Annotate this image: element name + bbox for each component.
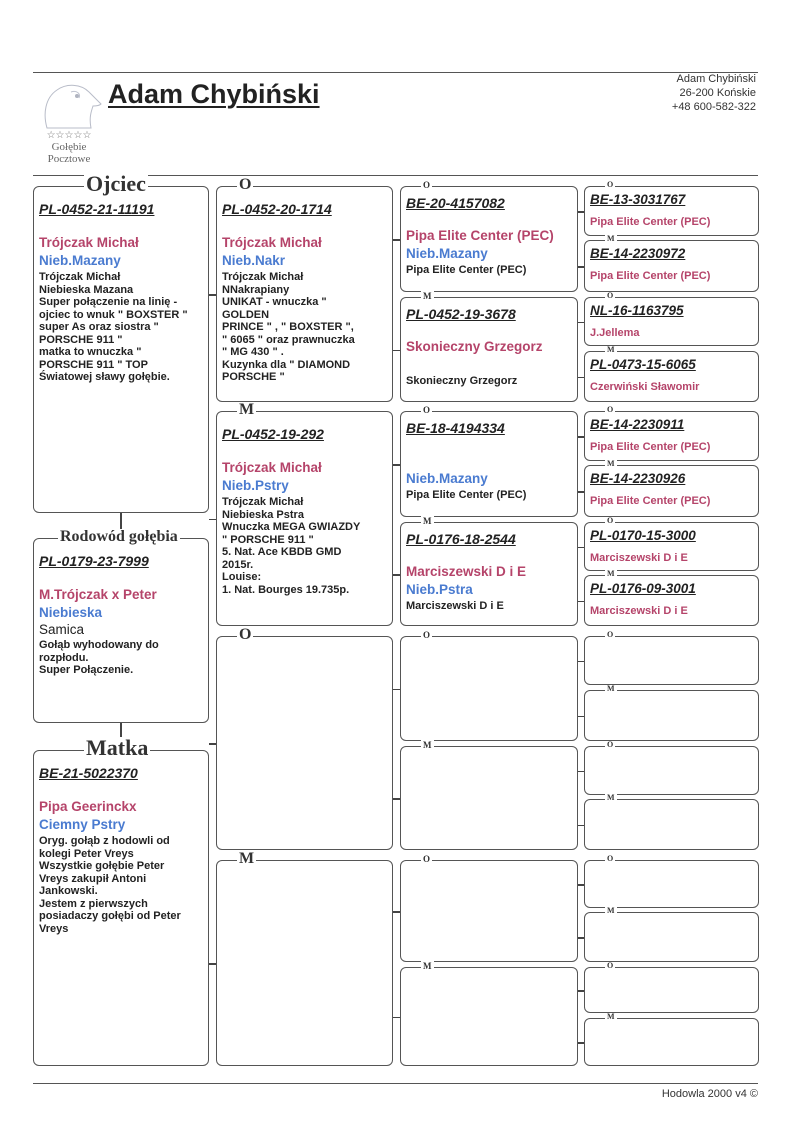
ring-number[interactable]: PL-0473-15-6065 [590,357,696,372]
pigeon-description [39,639,204,677]
gen4-legend: M [607,684,615,693]
gen4-card[interactable] [584,234,759,292]
description-line: PORSCHE 911 " [39,333,123,346]
gen3-content [406,755,573,824]
note: Marciszewski D i E [406,600,504,612]
gen4-card[interactable] [584,854,759,908]
ring-number[interactable] [590,642,754,659]
connector [393,239,400,241]
connector [578,661,584,663]
gen2-card[interactable] [216,626,393,850]
contact-block [672,72,756,114]
ring-number[interactable] [590,1024,754,1041]
ring-number[interactable] [590,973,754,990]
breeder-name [406,902,573,919]
description-line: kolegi Peter Vreys [39,847,134,860]
gen2-legend: M [239,850,255,867]
ring-number[interactable] [590,918,754,935]
ring-number[interactable]: BE-14-2230911 [590,417,685,432]
pigeon-card[interactable] [33,528,209,723]
gen3-content [406,195,573,277]
gen4-legend: M [607,569,615,578]
gen3-card[interactable] [400,740,578,850]
gen4-content [590,528,754,564]
gen4-content [590,1024,754,1048]
breeder-name: Marciszewski D i E [406,564,527,579]
connector [578,1042,584,1044]
breeder-name: Marciszewski D i E [590,552,688,564]
father-legend: Ojciec [86,171,146,196]
gen4-card[interactable] [584,961,759,1013]
gen3-legend: O [423,180,431,190]
pigeon-legend: Rodowód gołębia [60,528,178,545]
description-line: PORSCHE 911 " TOP [39,358,148,371]
gen4-legend: O [607,740,614,749]
mother-ring-number[interactable]: BE-21-5022370 [39,765,138,781]
page-title: Adam Chybiński [108,79,320,109]
ring-number[interactable]: PL-0452-19-292 [222,426,324,442]
gen4-legend: O [607,961,614,970]
description-line: rozpłodu. [39,651,89,664]
description-line: ojciec to wnuk " BOXSTER " [39,308,188,321]
pigeon-head-icon [33,78,105,130]
gen4-content [590,918,754,942]
gen4-card[interactable] [584,630,759,685]
description-line: Gołąb wyhodowany do [39,639,159,651]
description-line: 2015r. [222,558,254,571]
ring-number[interactable]: BE-14-2230972 [590,246,686,261]
description-line: Niebieska Mazana [39,283,134,296]
gen4-card[interactable] [584,569,759,626]
description-line: Louise: [222,571,262,583]
contact-name: Adam Chybiński [676,73,756,85]
ring-number[interactable] [590,866,754,883]
gen3-legend: O [423,630,431,640]
gen4-legend: O [607,291,614,300]
connector [209,294,216,296]
gen4-content [590,357,754,393]
logo [33,78,105,170]
description-line: Vreys zakupił Antoni [39,872,147,885]
gen4-content [590,581,754,617]
gen4-legend: M [607,345,615,354]
gen4-legend: M [607,234,615,243]
contact-phone: +48 600-582-322 [671,101,756,113]
breeder-name [406,453,573,470]
ring-number[interactable] [406,976,573,993]
description-line: Super połączenie na linię - [39,296,178,308]
gen4-card[interactable] [584,740,759,795]
gen4-content [590,866,754,890]
ring-number[interactable]: BE-20-4157082 [406,195,505,211]
logo-text-line2: Pocztowe [47,153,91,165]
gen4-legend: O [607,405,614,414]
description-line: " PORSCHE 911 " [222,533,314,546]
gen4-legend: M [607,459,615,468]
ring-number[interactable] [406,869,573,886]
gen4-card[interactable] [584,684,759,741]
description-line: GOLDEN [222,308,270,321]
connector [578,322,584,324]
connector [209,743,216,745]
connector [578,436,584,438]
gen4-content [590,417,754,453]
gen4-legend: O [607,630,614,639]
gen2-legend: M [239,401,255,418]
gen4-card[interactable] [584,906,759,962]
ring-number[interactable]: PL-0176-09-3001 [590,581,696,596]
top-rule [33,72,758,73]
logo-text-line1: Gołębie [51,141,87,153]
connector [578,211,584,213]
gen4-legend: O [607,180,614,189]
ring-number[interactable]: PL-0452-19-3678 [406,306,516,322]
gen3-content [406,531,573,613]
description-line: PORSCHE " [222,371,285,383]
father-color: Nieb.Mazany [39,253,121,268]
connector [578,716,584,718]
description-line: Trójczak Michał [222,271,304,283]
breeder-name: Trójczak Michał [222,460,322,475]
description-line: Wnuczka MEGA GWIAZDY [222,521,361,533]
ring-number[interactable]: PL-0452-20-1714 [222,201,332,217]
connector [578,937,584,939]
description-line: 1. Nat. Bourges 19.735p. [222,583,350,596]
ring-number[interactable]: PL-0170-15-3000 [590,528,696,543]
gen3-content [406,869,573,938]
breeder-name: Pipa Elite Center (PEC) [590,270,711,282]
gen4-legend: M [607,1012,615,1021]
gen4-card[interactable] [584,345,759,402]
breeder-name: Pipa Elite Center (PEC) [590,216,711,228]
breeder-name: Marciszewski D i E [590,605,688,617]
ring-number[interactable] [406,755,573,772]
footer-text: Hodowla 2000 v4 © [661,1088,758,1100]
gen4-content [590,642,754,666]
gen2-card[interactable] [216,176,393,402]
gen3-card[interactable] [400,961,578,1066]
description-line: Jestem z pierwszych [39,897,148,910]
description-line: posiadaczy gołębi od Peter [39,910,181,922]
mother-card[interactable] [33,735,209,1066]
gen2-content [222,651,388,669]
gen2-legend: O [239,626,252,643]
gen3-card[interactable] [400,180,578,292]
gen4-card[interactable] [584,516,759,571]
gen4-card[interactable] [584,793,759,850]
connector [393,911,400,913]
description-line: Kuzynka dla " DIAMOND [222,358,351,371]
gen3-card[interactable] [400,630,578,741]
breeder-name [406,678,573,695]
gen3-legend: M [423,291,432,301]
gen4-card[interactable] [584,459,759,517]
breeder-name: Czerwiński Sławomir [590,381,700,393]
description-line: super As oraz siostra " [39,321,159,333]
color-name: Nieb.Pstry [222,478,289,493]
ring-number[interactable] [590,805,754,822]
description-line: Oryg. gołąb z hodowli od [39,835,170,847]
gen4-card[interactable] [584,405,759,461]
pigeon-sex: Samica [39,622,85,637]
color-name: Nieb.Pstra [406,582,473,597]
connector [578,601,584,603]
description-line: Jankowski. [39,885,98,897]
connector [209,519,216,521]
gen4-content [590,246,754,282]
gen3-card[interactable] [400,516,578,626]
gen2-legend: O [239,176,252,193]
color-name: Nieb.Mazany [406,246,488,261]
note: Skonieczny Grzegorz [406,375,518,387]
ring-number[interactable]: BE-14-2230926 [590,471,686,486]
connector [578,884,584,886]
gen4-content [590,805,754,829]
gen4-card[interactable] [584,180,759,236]
mother-color: Ciemny Pstry [39,817,126,832]
breeder-name: Skonieczny Grzegorz [406,339,543,354]
father-ring-number[interactable]: PL-0452-21-11191 [39,201,155,217]
gen4-legend: O [607,854,614,863]
breeder-name: J.Jellema [590,327,640,339]
contact-address: 26-200 Końskie [679,87,756,99]
ring-number[interactable]: NL-16-1163795 [590,303,684,318]
description [222,271,388,384]
footer-rule [33,1083,758,1084]
pigeon-ring-number[interactable]: PL-0179-23-7999 [39,553,149,569]
gen3-legend: M [423,961,432,971]
father-card[interactable] [33,171,209,513]
connector [393,1017,400,1019]
description-line: Vreys [39,922,69,935]
breeder-name: Pipa Elite Center (PEC) [590,495,711,507]
gen3-card[interactable] [400,854,578,962]
logo-stars: ☆☆☆☆☆ [46,130,92,141]
gen3-card[interactable] [400,291,578,402]
connector [393,464,400,466]
gen4-card[interactable] [584,291,759,346]
connector [578,547,584,549]
connector [578,990,584,992]
description-line: Trójczak Michał [39,271,121,283]
gen3-content [406,420,573,502]
father-breeder: Trójczak Michał [39,235,139,250]
gen4-content [590,471,754,507]
connector [578,771,584,773]
description [222,496,388,596]
breeder-name: Pipa Elite Center (PEC) [590,441,711,453]
gen3-content [406,306,573,388]
gen3-legend: M [423,740,432,750]
note: Pipa Elite Center (PEC) [406,489,527,501]
description-line: " MG 430 " . [222,346,284,358]
gen3-content [406,645,573,714]
father-description [39,271,204,384]
connector [393,798,400,800]
gen3-legend: M [423,516,432,526]
gen4-content [590,973,754,997]
gen4-legend: M [607,906,615,915]
connector [393,574,400,576]
gen2-content [222,875,388,893]
mother-breeder: Pipa Geerinckx [39,799,137,814]
color-name [406,920,573,937]
gen3-content [406,976,573,1045]
breeder-name [406,788,573,805]
description-line: Wszystkie gołębie Peter [39,860,165,872]
mother-description [39,835,204,935]
connector [209,963,216,965]
gen3-card[interactable] [400,405,578,517]
gen2-content [222,426,388,596]
color-name [406,357,573,374]
connector [578,377,584,379]
breeder-name: Pipa Elite Center (PEC) [406,228,554,243]
description-line: Niebieska Pstra [222,508,304,521]
connector [578,825,584,827]
gen2-card[interactable] [216,401,393,626]
connector [578,266,584,268]
gen4-content [590,696,754,720]
breeder-name [406,1009,573,1026]
color-name [406,806,573,823]
breeder-name: Trójczak Michał [222,235,322,250]
gen4-content [590,192,754,228]
gen4-card[interactable] [584,1012,759,1066]
description-line: Trójczak Michał [222,496,304,508]
ring-number[interactable]: BE-18-4194334 [406,420,505,436]
ring-number[interactable] [590,696,754,713]
note: Pipa Elite Center (PEC) [406,264,527,276]
ring-number[interactable] [590,752,754,769]
gen3-legend: O [423,405,431,415]
pigeon-breeder: M.Trójczak x Peter [39,587,157,602]
gen2-content [222,201,388,384]
gen2-card[interactable] [216,850,393,1066]
connector [393,689,400,691]
color-name: Nieb.Nakr [222,253,286,268]
gen3-legend: O [423,854,431,864]
description-line: Światowej sławy gołębie. [39,371,170,383]
color-name [406,696,573,713]
description-line: NNakrapiany [222,283,290,296]
pigeon-color: Niebieska [39,605,103,620]
color-name: Nieb.Mazany [406,471,488,486]
description-line: PRINCE " , " BOXSTER ", [222,321,354,333]
description-line: " 6065 " oraz prawnuczka [222,333,355,346]
description-line: 5. Nat. Ace KBDB GMD [222,546,342,558]
mother-legend: Matka [86,735,149,760]
connector [578,491,584,493]
ring-number[interactable]: BE-13-3031767 [590,192,686,207]
ring-number[interactable] [406,645,573,662]
gen4-content [590,752,754,776]
ring-number[interactable]: PL-0176-18-2544 [406,531,516,547]
description-line: UNIKAT - wnuczka " [222,296,327,308]
color-name [406,1027,573,1044]
connector [393,350,400,352]
description-line: Super Połączenie. [39,664,134,676]
gen4-legend: O [607,516,614,525]
description-line: matka to wnuczka " [39,346,142,358]
gen4-content [590,303,754,339]
gen4-legend: M [607,793,615,802]
